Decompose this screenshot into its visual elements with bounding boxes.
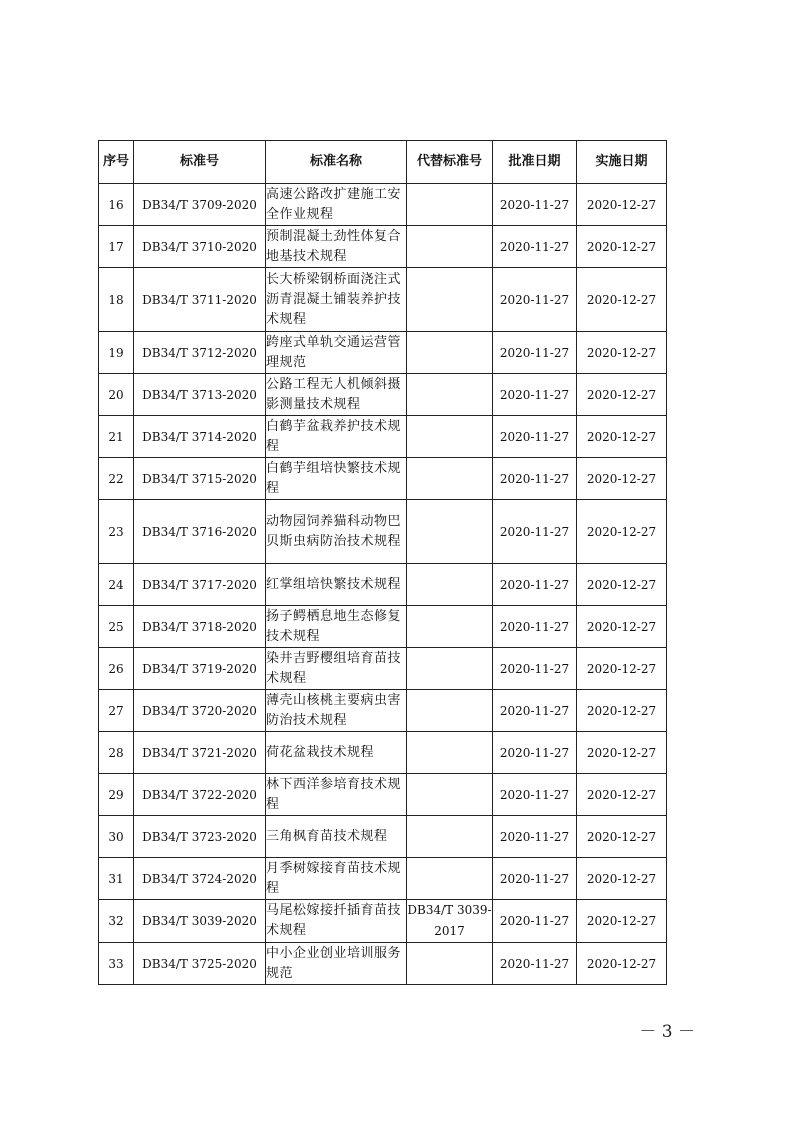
cell-index: 26 [99, 648, 134, 690]
cell-standard-name: 薄壳山核桃主要病虫害防治技术规程 [266, 690, 407, 732]
cell-standard-number: DB34/T 3722-2020 [134, 774, 266, 816]
cell-replaced-standard [407, 374, 493, 416]
cell-replaced-standard [407, 943, 493, 985]
cell-replaced-standard [407, 774, 493, 816]
cell-index: 16 [99, 184, 134, 226]
cell-replaced-standard [407, 816, 493, 858]
cell-standard-name: 白鹤芋组培快繁技术规程 [266, 458, 407, 500]
cell-standard-name: 马尾松嫁接扦插育苗技术规程 [266, 900, 407, 943]
header-approval-date: 批准日期 [493, 141, 577, 184]
table-row [99, 732, 667, 774]
cell-index: 28 [99, 732, 134, 774]
cell-effective-date: 2020-12-27 [577, 226, 667, 268]
cell-approval-date: 2020-11-27 [493, 816, 577, 858]
cell-index: 29 [99, 774, 134, 816]
cell-index: 30 [99, 816, 134, 858]
cell-approval-date: 2020-11-27 [493, 184, 577, 226]
cell-index: 18 [99, 268, 134, 332]
cell-standard-name: 预制混凝土劲性体复合地基技术规程 [266, 226, 407, 268]
cell-replaced-standard [407, 184, 493, 226]
cell-standard-number: DB34/T 3717-2020 [134, 564, 266, 606]
standards-table [98, 140, 667, 985]
cell-approval-date: 2020-11-27 [493, 690, 577, 732]
cell-standard-name: 三角枫育苗技术规程 [266, 816, 407, 858]
cell-replaced-standard [407, 500, 493, 564]
cell-standard-name: 动物园饲养猫科动物巴贝斯虫病防治技术规程 [266, 500, 407, 564]
cell-effective-date: 2020-12-27 [577, 564, 667, 606]
cell-index: 21 [99, 416, 134, 458]
table-row [99, 774, 667, 816]
cell-replaced-standard [407, 606, 493, 648]
cell-index: 20 [99, 374, 134, 416]
table-row [99, 900, 667, 943]
page-number: － 3 － [639, 1022, 695, 1042]
cell-index: 17 [99, 226, 134, 268]
cell-approval-date: 2020-11-27 [493, 648, 577, 690]
cell-approval-date: 2020-11-27 [493, 900, 577, 943]
table-row [99, 458, 667, 500]
table-row [99, 226, 667, 268]
cell-standard-number: DB34/T 3724-2020 [134, 858, 266, 900]
cell-standard-number: DB34/T 3715-2020 [134, 458, 266, 500]
cell-replaced-standard [407, 268, 493, 332]
cell-approval-date: 2020-11-27 [493, 732, 577, 774]
cell-index: 22 [99, 458, 134, 500]
cell-replaced-standard [407, 332, 493, 374]
table-row [99, 332, 667, 374]
cell-replaced-standard: DB34/T 3039-2017 [407, 900, 493, 943]
cell-standard-name: 红掌组培快繁技术规程 [266, 564, 407, 606]
cell-effective-date: 2020-12-27 [577, 943, 667, 985]
cell-approval-date: 2020-11-27 [493, 943, 577, 985]
table-row [99, 184, 667, 226]
cell-standard-name: 林下西洋参培育技术规程 [266, 774, 407, 816]
header-index: 序号 [99, 141, 134, 184]
cell-effective-date: 2020-12-27 [577, 416, 667, 458]
cell-standard-name: 公路工程无人机倾斜摄影测量技术规程 [266, 374, 407, 416]
cell-approval-date: 2020-11-27 [493, 268, 577, 332]
cell-effective-date: 2020-12-27 [577, 332, 667, 374]
cell-standard-number: DB34/T 3714-2020 [134, 416, 266, 458]
cell-standard-number: DB34/T 3039-2020 [134, 900, 266, 943]
cell-standard-name: 月季树嫁接育苗技术规程 [266, 858, 407, 900]
cell-effective-date: 2020-12-27 [577, 648, 667, 690]
cell-index: 31 [99, 858, 134, 900]
cell-standard-number: DB34/T 3723-2020 [134, 816, 266, 858]
cell-replaced-standard [407, 648, 493, 690]
cell-standard-name: 中小企业创业培训服务规范 [266, 943, 407, 985]
cell-standard-number: DB34/T 3718-2020 [134, 606, 266, 648]
cell-approval-date: 2020-11-27 [493, 858, 577, 900]
cell-index: 19 [99, 332, 134, 374]
cell-standard-number: DB34/T 3719-2020 [134, 648, 266, 690]
cell-index: 33 [99, 943, 134, 985]
cell-standard-name: 高速公路改扩建施工安全作业规程 [266, 184, 407, 226]
cell-standard-name: 白鹤芋盆栽养护技术规程 [266, 416, 407, 458]
cell-standard-number: DB34/T 3709-2020 [134, 184, 266, 226]
table-row [99, 374, 667, 416]
cell-approval-date: 2020-11-27 [493, 606, 577, 648]
table-row [99, 648, 667, 690]
cell-effective-date: 2020-12-27 [577, 268, 667, 332]
cell-effective-date: 2020-12-27 [577, 732, 667, 774]
cell-approval-date: 2020-11-27 [493, 416, 577, 458]
cell-standard-number: DB34/T 3721-2020 [134, 732, 266, 774]
cell-effective-date: 2020-12-27 [577, 184, 667, 226]
header-replaced-standard: 代替标准号 [407, 141, 493, 184]
cell-replaced-standard [407, 858, 493, 900]
cell-replaced-standard [407, 416, 493, 458]
table-header-row [99, 141, 667, 184]
table-row [99, 690, 667, 732]
cell-replaced-standard [407, 732, 493, 774]
cell-index: 27 [99, 690, 134, 732]
cell-approval-date: 2020-11-27 [493, 564, 577, 606]
cell-standard-number: DB34/T 3725-2020 [134, 943, 266, 985]
cell-effective-date: 2020-12-27 [577, 900, 667, 943]
table-row [99, 500, 667, 564]
cell-effective-date: 2020-12-27 [577, 458, 667, 500]
cell-approval-date: 2020-11-27 [493, 458, 577, 500]
cell-standard-name: 荷花盆栽技术规程 [266, 732, 407, 774]
table-row [99, 943, 667, 985]
cell-index: 23 [99, 500, 134, 564]
cell-approval-date: 2020-11-27 [493, 226, 577, 268]
cell-standard-name: 扬子鳄栖息地生态修复技术规程 [266, 606, 407, 648]
header-standard-number: 标准号 [134, 141, 266, 184]
header-standard-name: 标准名称 [266, 141, 407, 184]
cell-index: 25 [99, 606, 134, 648]
cell-index: 32 [99, 900, 134, 943]
cell-standard-name: 长大桥梁钢桥面浇注式沥青混凝土铺装养护技术规程 [266, 268, 407, 332]
cell-effective-date: 2020-12-27 [577, 816, 667, 858]
table-body [99, 184, 667, 985]
cell-replaced-standard [407, 564, 493, 606]
cell-effective-date: 2020-12-27 [577, 858, 667, 900]
cell-replaced-standard [407, 226, 493, 268]
cell-effective-date: 2020-12-27 [577, 690, 667, 732]
cell-replaced-standard [407, 690, 493, 732]
cell-standard-number: DB34/T 3720-2020 [134, 690, 266, 732]
cell-approval-date: 2020-11-27 [493, 774, 577, 816]
cell-standard-number: DB34/T 3716-2020 [134, 500, 266, 564]
cell-effective-date: 2020-12-27 [577, 500, 667, 564]
table-row [99, 606, 667, 648]
cell-index: 24 [99, 564, 134, 606]
cell-approval-date: 2020-11-27 [493, 500, 577, 564]
table-row [99, 268, 667, 332]
cell-approval-date: 2020-11-27 [493, 374, 577, 416]
cell-replaced-standard [407, 458, 493, 500]
cell-standard-number: DB34/T 3711-2020 [134, 268, 266, 332]
table-row [99, 858, 667, 900]
table-row [99, 564, 667, 606]
cell-standard-number: DB34/T 3712-2020 [134, 332, 266, 374]
table-row [99, 416, 667, 458]
cell-effective-date: 2020-12-27 [577, 606, 667, 648]
cell-standard-number: DB34/T 3713-2020 [134, 374, 266, 416]
cell-standard-number: DB34/T 3710-2020 [134, 226, 266, 268]
cell-effective-date: 2020-12-27 [577, 774, 667, 816]
cell-standard-name: 染井吉野樱组培育苗技术规程 [266, 648, 407, 690]
cell-approval-date: 2020-11-27 [493, 332, 577, 374]
header-effective-date: 实施日期 [577, 141, 667, 184]
cell-standard-name: 跨座式单轨交通运营管理规范 [266, 332, 407, 374]
table-row [99, 816, 667, 858]
cell-effective-date: 2020-12-27 [577, 374, 667, 416]
